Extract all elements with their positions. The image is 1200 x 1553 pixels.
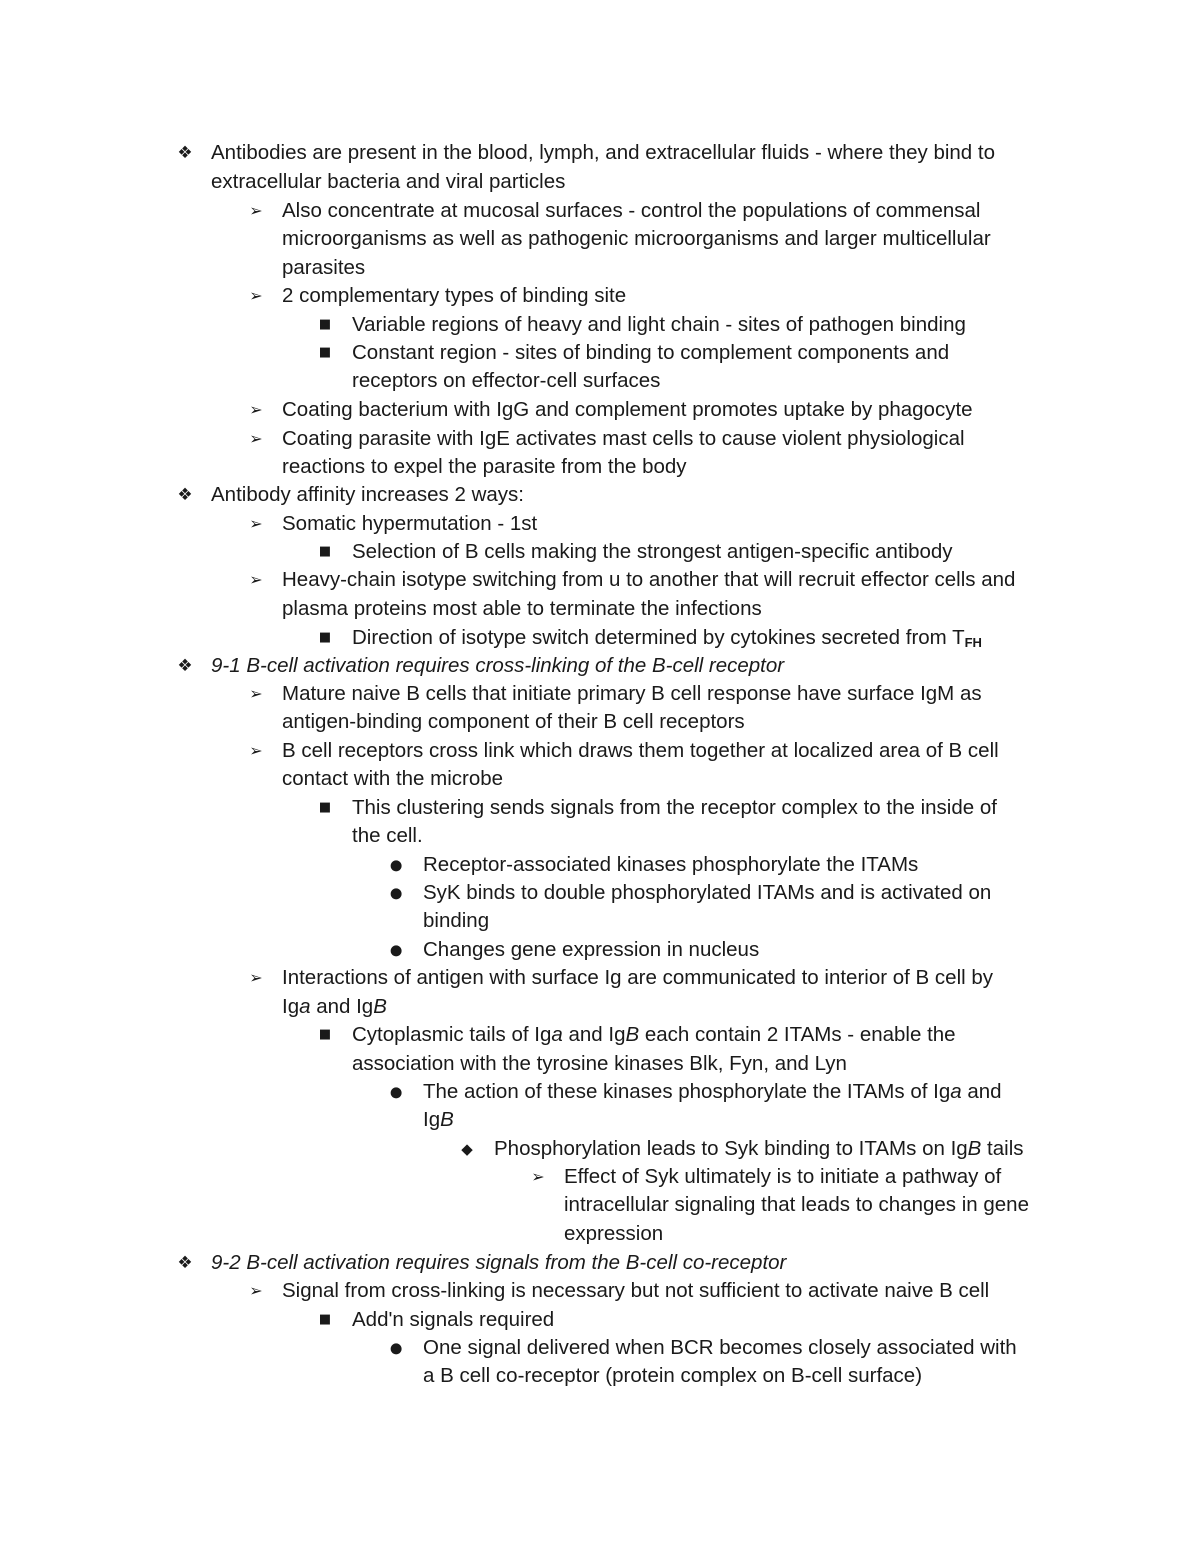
text-line: Effect of Syk ultimately is to initiate a pathway of (564, 1165, 1002, 1188)
square-bullet-icon: ■ (318, 345, 332, 360)
text-line: expression (564, 1222, 664, 1245)
text-line: This clustering sends signals from the receptor complex to the inside of (352, 796, 997, 819)
dot-bullet-icon: ● (389, 884, 403, 902)
text-line: Interactions of antigen with surface Ig are communicated to interior of B cell by (282, 966, 994, 989)
text-line: Antibody affinity increases 2 ways: (211, 483, 524, 506)
arrow-bullet-icon: ➢ (249, 684, 263, 703)
text-line: Changes gene expression in nucleus (423, 938, 760, 961)
text-line: Heavy-chain isotype switching from u to another that will recruit effector cells and (282, 568, 1016, 591)
text-line: Somatic hypermutation - 1st (282, 512, 538, 535)
text-line: association with the tyrosine kinases Blk, Fyn, and Lyn (352, 1052, 847, 1075)
text-line: One signal delivered when BCR becomes closely associated with (423, 1336, 1017, 1359)
text-line: The action of these kinases phosphorylate the ITAMs of Iga and (423, 1080, 1002, 1103)
subscript-fh: FH (964, 635, 982, 650)
dot-bullet-icon: ● (389, 941, 403, 959)
arrow-bullet-icon: ➢ (249, 201, 263, 220)
text-line: Cytoplasmic tails of Iga and IgB each contain 2 ITAMs - enable the (352, 1023, 956, 1046)
text-line: Signal from cross-linking is necessary but not sufficient to activate naive B cell (282, 1279, 990, 1302)
diamond-bullet-icon: ❖ (177, 1253, 193, 1273)
text-line: contact with the microbe (282, 767, 504, 790)
text-line: Mature naive B cells that initiate primary B cell response have surface IgM as (282, 682, 982, 705)
dot-bullet-icon: ● (389, 1339, 403, 1357)
text-line: Coating bacterium with IgG and complement promotes uptake by phagocyte (282, 398, 973, 421)
text-line: Iga and IgB (282, 995, 387, 1018)
text-line: SyK binds to double phosphorylated ITAMs and is activated on (423, 881, 992, 904)
text-line: Variable regions of heavy and light chain - sites of pathogen binding (352, 313, 966, 336)
square-bullet-icon: ■ (318, 544, 332, 559)
text-line: Selection of B cells making the strongest antigen-specific antibody (352, 540, 953, 563)
text-line: 2 complementary types of binding site (282, 284, 627, 307)
text-line: IgB (423, 1108, 454, 1131)
text-line: parasites (282, 256, 366, 279)
text-line: Phosphorylation leads to Syk binding to ITAMs on IgB tails (494, 1137, 1024, 1160)
diamond-bullet-icon: ❖ (177, 143, 193, 163)
dot-bullet-icon: ● (389, 856, 403, 874)
text-line: a B cell co-receptor (protein complex on B-cell surface) (423, 1364, 923, 1387)
text-line: plasma proteins most able to terminate the infections (282, 597, 762, 620)
text-line: reactions to expel the parasite from the body (282, 455, 687, 478)
arrow-bullet-icon: ➢ (249, 400, 263, 419)
text-line: the cell. (352, 824, 423, 847)
text-line: Direction of isotype switch determined by cytokines secreted from $T_{FH}$ (352, 626, 982, 650)
arrow-bullet-icon: ➢ (249, 570, 263, 589)
text-line: Antibodies are present in the blood, lymph, and extracellular fluids - where they bind to (211, 141, 996, 164)
text-line: Receptor-associated kinases phosphorylate the ITAMs (423, 853, 919, 876)
arrow-bullet-icon: ➢ (249, 514, 263, 533)
square-bullet-icon: ■ (318, 317, 332, 332)
solid-diamond-bullet-icon: ◆ (461, 1140, 473, 1158)
square-bullet-icon: ■ (318, 1312, 332, 1327)
arrow-bullet-icon: ➢ (249, 1281, 263, 1300)
arrow-bullet-icon: ➢ (249, 429, 263, 448)
text-line: Add'n signals required (352, 1308, 555, 1331)
square-bullet-icon: ■ (318, 800, 332, 815)
text-line: binding (423, 909, 490, 932)
section-heading: 9-2 B-cell activation requires signals from the B-cell co-receptor (211, 1251, 787, 1274)
diamond-bullet-icon: ❖ (177, 485, 193, 505)
text-line: antigen-binding component of their B cell receptors (282, 710, 745, 733)
square-bullet-icon: ■ (318, 1027, 332, 1042)
arrow-bullet-icon: ➢ (249, 741, 263, 760)
arrow-bullet-icon: ➢ (531, 1167, 545, 1186)
text-line: microorganisms as well as pathogenic microorganisms and larger multicellular (282, 227, 991, 250)
text-line: Coating parasite with IgE activates mast cells to cause violent physiological (282, 427, 965, 450)
arrow-bullet-icon: ➢ (249, 968, 263, 987)
dot-bullet-icon: ● (389, 1083, 403, 1101)
text-line: extracellular bacteria and viral particles (211, 170, 566, 193)
section-heading: 9-1 B-cell activation requires cross-linking of the B-cell receptor (211, 654, 785, 677)
diamond-bullet-icon: ❖ (177, 656, 193, 676)
text-line: B cell receptors cross link which draws them together at localized area of B cell (282, 739, 999, 762)
arrow-bullet-icon: ➢ (249, 286, 263, 305)
text-line: receptors on effector-cell surfaces (352, 369, 661, 392)
text-line: intracellular signaling that leads to changes in gene (564, 1193, 1029, 1216)
text-line: Also concentrate at mucosal surfaces - control the populations of commensal (282, 199, 981, 222)
text-line: Constant region - sites of binding to complement components and (352, 341, 950, 364)
square-bullet-icon: ■ (318, 630, 332, 645)
